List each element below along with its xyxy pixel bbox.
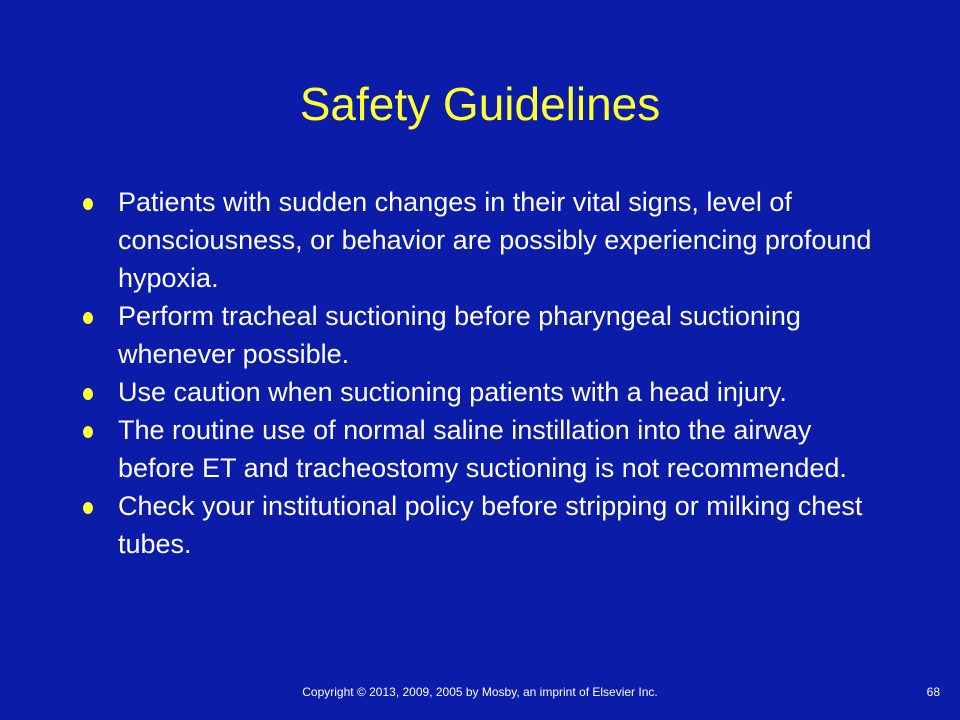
bullet-list [80,183,880,563]
bullet-item [80,183,880,297]
bullet-item [80,487,880,563]
bullet-item [80,411,880,487]
bullet-dot-icon [83,198,93,210]
bullet-text: Patients with sudden changes in their vital signs, level of consciousness, or behavior are possibly experiencing profound hypoxia. [118,187,872,293]
bullet-item [80,373,880,411]
slide-title: Safety Guidelines [299,78,661,130]
bullet-text: Use caution when suctioning patients with a head injury. [118,377,787,407]
bullet-text: Check your institutional policy before stripping or milking chest tubes. [118,491,863,559]
bullet-dot-icon [83,426,93,438]
copyright-footer: Copyright © 2013, 2009, 2005 by Mosby, an imprint of Elsevier Inc. [302,685,658,699]
page-number: 68 [926,685,940,699]
bullet-text: Perform tracheal suctioning before pharyngeal suctioning whenever possible. [118,301,801,369]
bullet-dot-icon [83,388,93,400]
bullet-text: The routine use of normal saline instillation into the airway before ET and tracheostomy suctioning is not recommended. [118,415,847,483]
bullet-dot-icon [83,502,93,514]
bullet-item [80,297,880,373]
bullet-dot-icon [83,312,93,324]
